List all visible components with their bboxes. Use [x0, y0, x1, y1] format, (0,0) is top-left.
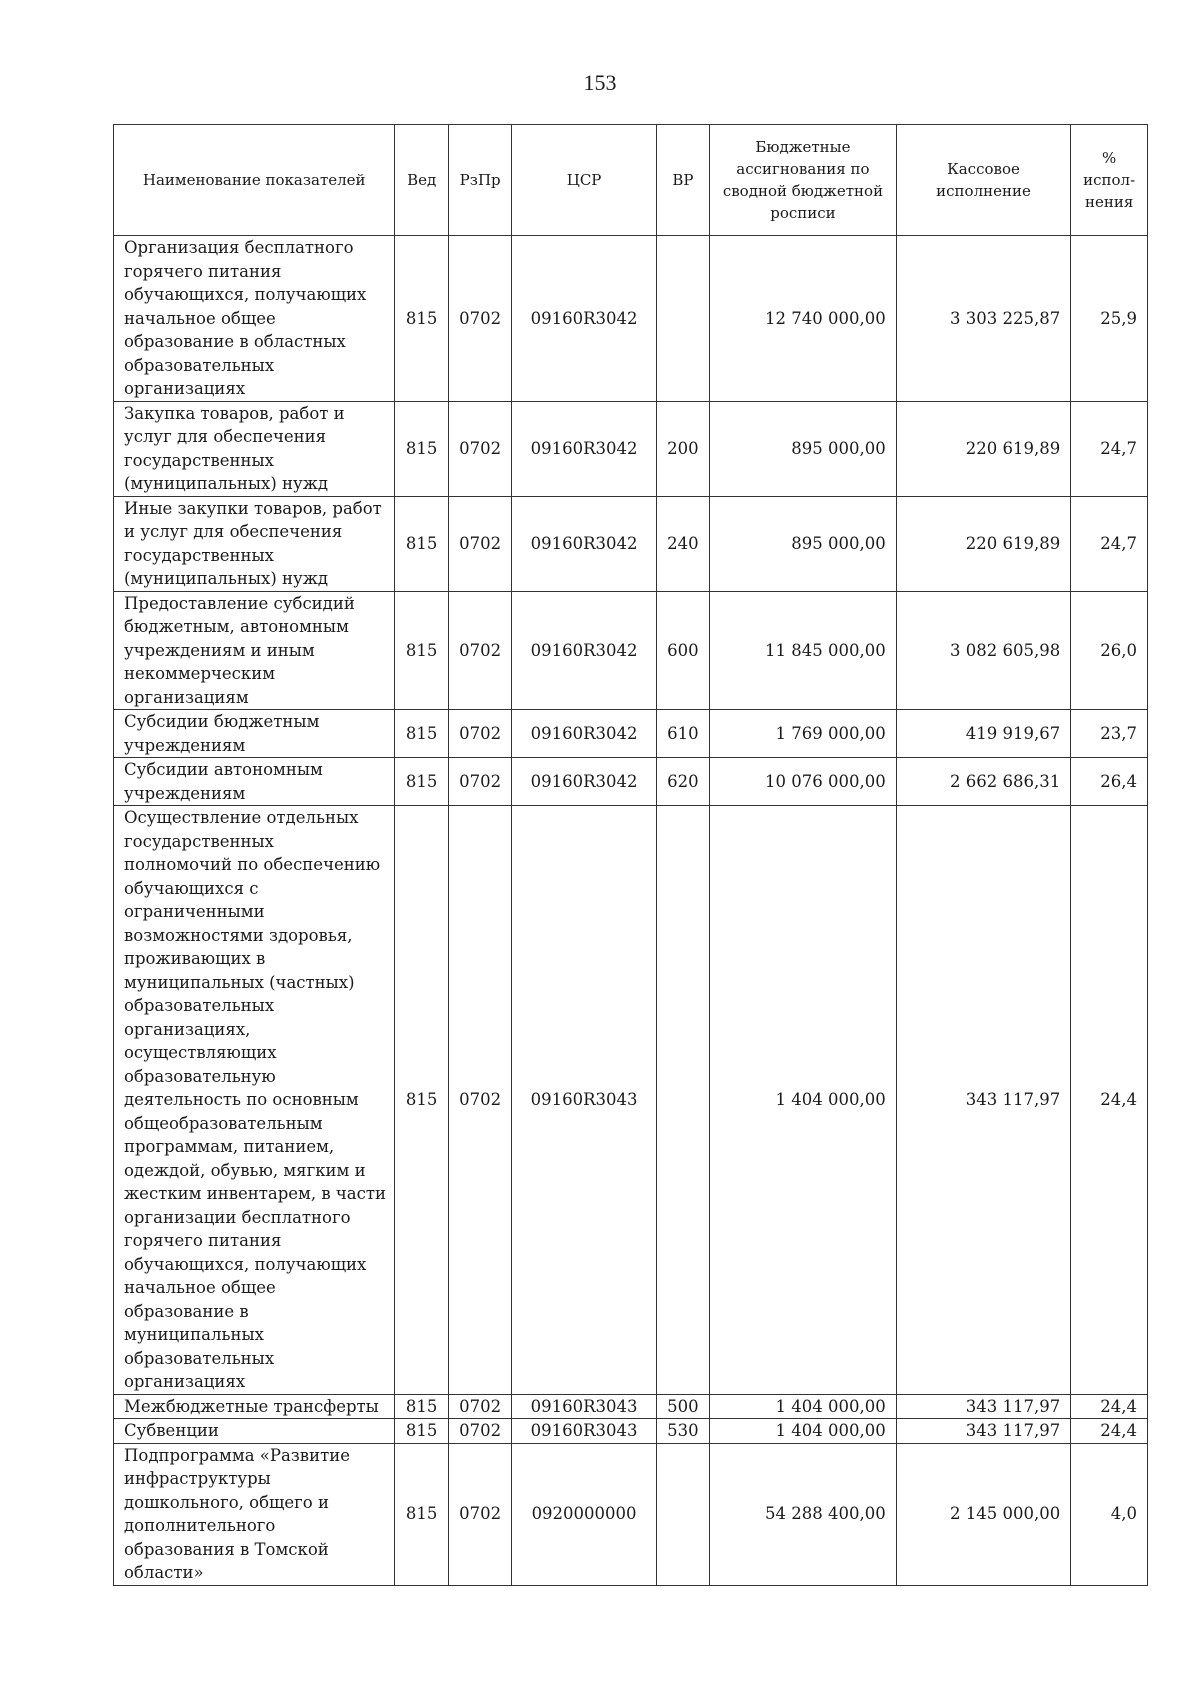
row-name: Субвенции — [114, 1419, 395, 1444]
row-ved: 815 — [395, 236, 448, 402]
row-allocations: 895 000,00 — [710, 496, 897, 591]
row-rzpr: 0702 — [448, 710, 512, 758]
row-allocations: 54 288 400,00 — [710, 1443, 897, 1585]
row-name: Межбюджетные трансферты — [114, 1394, 395, 1419]
table-row — [114, 591, 1148, 710]
row-vr: 620 — [656, 758, 709, 806]
row-ved: 815 — [395, 758, 448, 806]
row-execution: 220 619,89 — [896, 401, 1071, 496]
row-execution: 2 662 686,31 — [896, 758, 1071, 806]
row-execution: 343 117,97 — [896, 1394, 1071, 1419]
row-vr: 610 — [656, 710, 709, 758]
row-percent: 23,7 — [1071, 710, 1148, 758]
row-csr: 0920000000 — [512, 1443, 656, 1585]
row-rzpr: 0702 — [448, 1419, 512, 1444]
row-allocations: 1 769 000,00 — [710, 710, 897, 758]
row-allocations: 895 000,00 — [710, 401, 897, 496]
row-name: Организация бесплатного горячего питания обучающихся, получающих начальное общее образование в областных образовательных организациях — [114, 236, 395, 402]
row-csr: 09160R3043 — [512, 1419, 656, 1444]
row-csr: 09160R3043 — [512, 806, 656, 1395]
row-rzpr: 0702 — [448, 496, 512, 591]
row-percent: 24,7 — [1071, 401, 1148, 496]
table-row — [114, 401, 1148, 496]
table-row — [114, 236, 1148, 402]
row-ved: 815 — [395, 591, 448, 710]
row-percent: 24,4 — [1071, 806, 1148, 1395]
row-csr: 09160R3042 — [512, 496, 656, 591]
row-execution: 3 082 605,98 — [896, 591, 1071, 710]
table-row — [114, 1443, 1148, 1585]
row-csr: 09160R3042 — [512, 591, 656, 710]
row-ved: 815 — [395, 496, 448, 591]
row-vr — [656, 806, 709, 1395]
row-allocations: 1 404 000,00 — [710, 806, 897, 1395]
row-execution: 3 303 225,87 — [896, 236, 1071, 402]
row-csr: 09160R3042 — [512, 758, 656, 806]
row-ved: 815 — [395, 710, 448, 758]
row-rzpr: 0702 — [448, 591, 512, 710]
header-allocations: Бюджетные ассигнования по сводной бюджетной росписи — [710, 125, 897, 236]
row-allocations: 12 740 000,00 — [710, 236, 897, 402]
row-name: Иные закупки товаров, работ и услуг для обеспечения государственных (муниципальных) нужд — [114, 496, 395, 591]
row-vr: 500 — [656, 1394, 709, 1419]
row-ved: 815 — [395, 401, 448, 496]
table-row — [114, 758, 1148, 806]
row-percent: 24,7 — [1071, 496, 1148, 591]
row-ved: 815 — [395, 1419, 448, 1444]
row-rzpr: 0702 — [448, 1443, 512, 1585]
row-allocations: 10 076 000,00 — [710, 758, 897, 806]
row-rzpr: 0702 — [448, 236, 512, 402]
row-ved: 815 — [395, 1394, 448, 1419]
row-percent: 24,4 — [1071, 1394, 1148, 1419]
row-rzpr: 0702 — [448, 758, 512, 806]
row-allocations: 1 404 000,00 — [710, 1419, 897, 1444]
row-execution: 343 117,97 — [896, 806, 1071, 1395]
row-percent: 25,9 — [1071, 236, 1148, 402]
table-row — [114, 496, 1148, 591]
page-number: 153 — [583, 70, 617, 95]
row-name: Закупка товаров, работ и услуг для обеспечения государственных (муниципальных) нужд — [114, 401, 395, 496]
row-vr — [656, 1443, 709, 1585]
table-row — [114, 1419, 1148, 1444]
table-row — [114, 1394, 1148, 1419]
header-percent: % испол-нения — [1071, 125, 1148, 236]
header-rzpr: РзПр — [448, 125, 512, 236]
row-csr: 09160R3042 — [512, 710, 656, 758]
table-row — [114, 710, 1148, 758]
row-name: Субсидии бюджетным учреждениям — [114, 710, 395, 758]
row-ved: 815 — [395, 806, 448, 1395]
row-rzpr: 0702 — [448, 806, 512, 1395]
row-csr: 09160R3042 — [512, 401, 656, 496]
row-vr — [656, 236, 709, 402]
row-rzpr: 0702 — [448, 1394, 512, 1419]
row-allocations: 11 845 000,00 — [710, 591, 897, 710]
header-execution: Кассовое исполнение — [896, 125, 1071, 236]
table-row — [114, 806, 1148, 1395]
row-ved: 815 — [395, 1443, 448, 1585]
row-csr: 09160R3043 — [512, 1394, 656, 1419]
row-allocations: 1 404 000,00 — [710, 1394, 897, 1419]
row-percent: 4,0 — [1071, 1443, 1148, 1585]
row-rzpr: 0702 — [448, 401, 512, 496]
row-vr: 600 — [656, 591, 709, 710]
row-name: Субсидии автономным учреждениям — [114, 758, 395, 806]
row-execution: 220 619,89 — [896, 496, 1071, 591]
header-name: Наименование показателей — [114, 125, 395, 236]
header-csr: ЦСР — [512, 125, 656, 236]
header-ved: Вед — [395, 125, 448, 236]
row-vr: 200 — [656, 401, 709, 496]
row-execution: 2 145 000,00 — [896, 1443, 1071, 1585]
row-name: Осуществление отдельных государственных полномочий по обеспечению обучающихся с ограниченными возможностями здоровья, проживающих в муниципальных (частных) образовательных организациях, осуществляющих образовательную деятельность по основным общеобразовательным программам, питанием, одеждой, обувью, мягким и жестким инвентарем, в части организации бесплатного горячего питания обучающихся, получающих начальное общее образование в муниципальных образовательных организациях — [114, 806, 395, 1395]
row-execution: 419 919,67 — [896, 710, 1071, 758]
table-header-row — [114, 125, 1148, 236]
row-vr: 240 — [656, 496, 709, 591]
row-vr: 530 — [656, 1419, 709, 1444]
budget-execution-table — [113, 124, 1148, 1586]
row-percent: 26,4 — [1071, 758, 1148, 806]
row-percent: 24,4 — [1071, 1419, 1148, 1444]
row-csr: 09160R3042 — [512, 236, 656, 402]
row-percent: 26,0 — [1071, 591, 1148, 710]
row-name: Предоставление субсидий бюджетным, автономным учреждениям и иным некоммерческим организациям — [114, 591, 395, 710]
row-execution: 343 117,97 — [896, 1419, 1071, 1444]
header-vr: ВР — [656, 125, 709, 236]
row-name: Подпрограмма «Развитие инфраструктуры дошкольного, общего и дополнительного образования в Томской области» — [114, 1443, 395, 1585]
